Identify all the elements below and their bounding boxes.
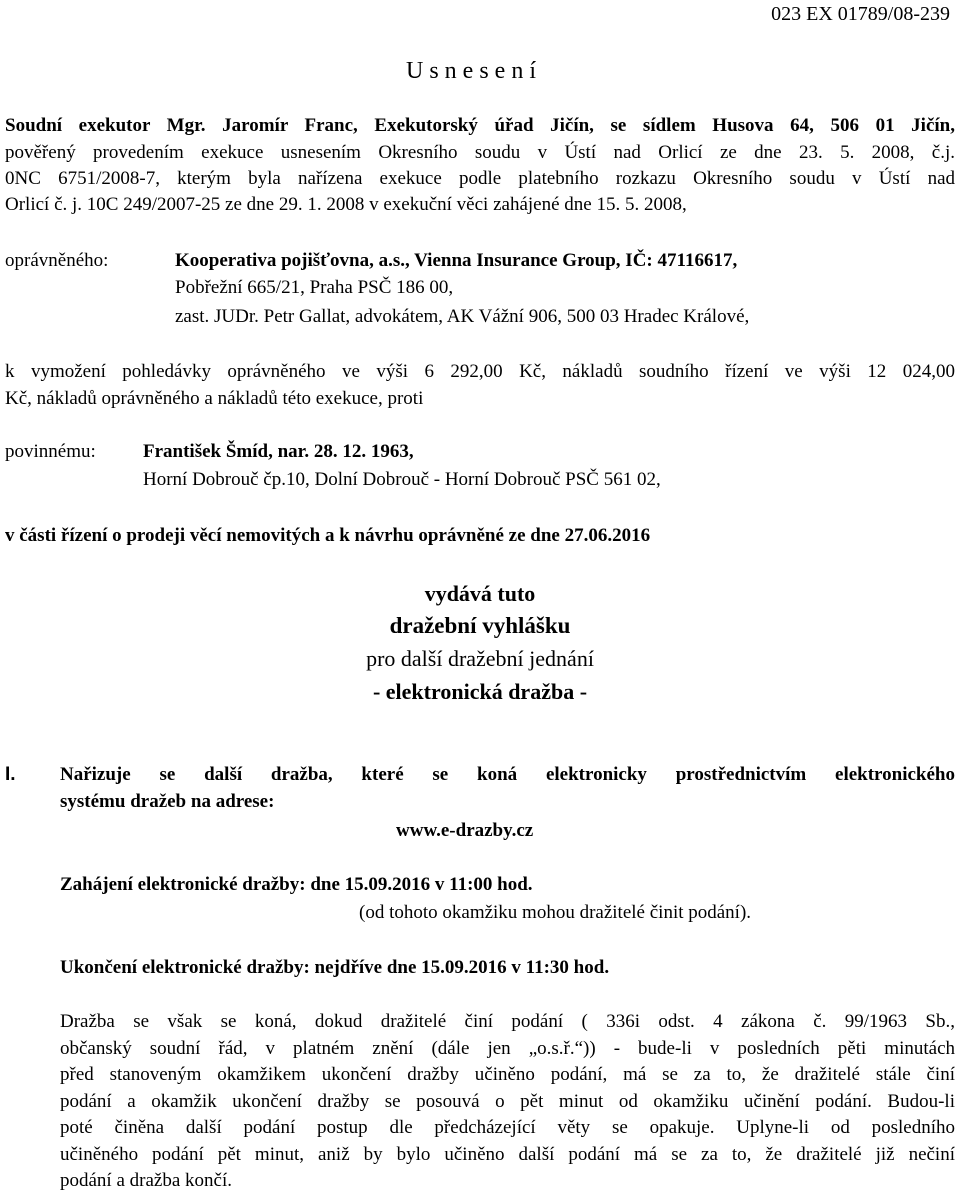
decision-line-3: pro další dražební jednání xyxy=(366,646,594,671)
intro-line-2: pověřený provedením exekuce usnesením Okresního soudu v Ústí nad Orlicí ze dne 23. 5. 2008, č.j. xyxy=(5,142,955,163)
section-heading-line-2: systému dražeb na adrese: xyxy=(60,791,275,812)
paragraph-line: podání a dražba končí. xyxy=(60,1170,232,1191)
claim-line-1: k vymožení pohledávky oprávněného ve výši 6 292,00 Kč, nákladů soudního řízení ve výši 12 024,00 xyxy=(5,361,955,382)
decision-line-1: vydává tuto xyxy=(424,581,536,606)
decision-title: dražební vyhlášku xyxy=(389,613,571,638)
claim-line-2: Kč, nákladů oprávněného a nákladů této exekuce, proti xyxy=(5,388,424,409)
decision-line-4: - elektronická dražba - xyxy=(372,679,588,704)
paragraph-line: podání a okamžik ukončení dražby se posouvá o pět minut od okamžiku učinění podání. Budou-li xyxy=(60,1090,955,1112)
paragraph-line: občanský soudní řád, v platném znění (dále jen „o.s.ř.“)) - bude-li v posledních pěti minutách xyxy=(60,1037,955,1059)
intro-line-3: 0NC 6751/2008-7, kterým byla nařízena exekuce podle platebního rozkazu Okresního soudu v Ústí nad xyxy=(5,168,955,189)
debtor-name: František Šmíd, nar. 28. 12. 1963, xyxy=(143,441,414,462)
paragraph-line: před stanoveným okamžikem ukončení dražby učiněno podání, má se za to, že dražitelé stále činí xyxy=(60,1064,955,1085)
creditor-label: oprávněného: xyxy=(5,250,109,271)
paragraph-line: Dražba se však se koná, dokud dražitelé činí podání ( 336i odst. 4 zákona č. 99/1963 Sb., xyxy=(60,1011,955,1032)
creditor-address: Pobřežní 665/21, Praha PSČ 186 00, xyxy=(175,277,454,298)
section-number: I. xyxy=(5,764,16,785)
auction-url: www.e-drazby.cz xyxy=(396,820,534,841)
case-reference: 023 EX 01789/08-239 xyxy=(771,3,950,25)
executor-identification: Soudní exekutor Mgr. Jaromír Franc, Exekutorský úřad Jičín, se sídlem Husova 64, 506 01 Jičín, xyxy=(5,115,955,136)
proceeding-subject: v části řízení o prodeji věcí nemovitých a k návrhu oprávněné ze dne 27.06.2016 xyxy=(5,525,651,546)
auction-rules-paragraph xyxy=(60,1010,955,1196)
auction-start: Zahájení elektronické dražby: dne 15.09.2016 v 11:00 hod. xyxy=(60,874,533,895)
debtor-address: Horní Dobrouč čp.10, Dolní Dobrouč - Horní Dobrouč PSČ 561 02, xyxy=(143,469,661,490)
paragraph-line: učiněného podání pět minut, aniž by bylo učiněno další podání má se za to, že dražitelé již nečiní xyxy=(60,1143,955,1165)
paragraph-line: poté činěna další podání postup dle předcházející věty se opakuje. Uplyne-li od posledního xyxy=(60,1117,955,1138)
debtor-label: povinnému: xyxy=(5,441,96,462)
creditor-representative: zast. JUDr. Petr Gallat, advokátem, AK Vážní 906, 500 03 Hradec Králové, xyxy=(175,306,750,327)
auction-end: Ukončení elektronické dražby: nejdříve dne 15.09.2016 v 11:30 hod. xyxy=(60,957,610,978)
document-title: U s n e s e n í xyxy=(406,58,536,84)
auction-start-note: (od tohoto okamžiku mohou dražitelé činit podání). xyxy=(359,902,752,923)
creditor-name: Kooperativa pojišťovna, a.s., Vienna Insurance Group, IČ: 47116617, xyxy=(175,250,738,271)
intro-line-4: Orlicí č. j. 10C 249/2007-25 ze dne 29. 1. 2008 v exekuční věci zahájené dne 15. 5. 2008, xyxy=(5,194,687,215)
section-heading-line-1: Nařizuje se další dražba, které se koná elektronicky prostřednictvím elektronického xyxy=(60,764,955,785)
